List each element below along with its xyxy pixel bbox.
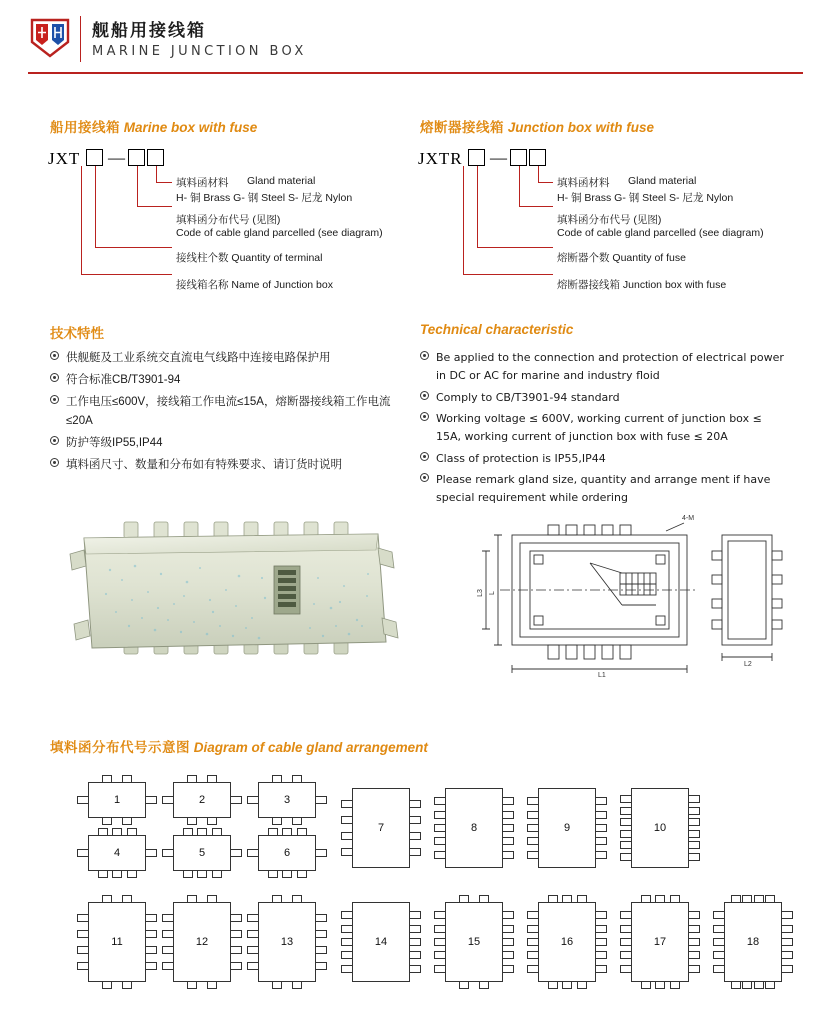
leader-v-2 <box>137 166 138 206</box>
svg-text:L2: L2 <box>744 661 752 668</box>
header-divider <box>80 16 81 62</box>
gland-number-label: 16 <box>560 936 574 948</box>
leader-h-3-r <box>477 247 553 248</box>
section-title-tech-cn: 技术特性 <box>50 326 104 341</box>
tech-en-item-3-text: Working voltage ≤ 600V, working current of junction box ≤ 15A, working current of junction box with fuse ≤ 20A <box>436 412 762 443</box>
gland-cell-1 <box>76 774 158 826</box>
tech-en-item-4-text: Class of protection is IP55,IP44 <box>436 451 606 465</box>
gland-number-label: 13 <box>280 936 294 948</box>
gland-cell-9 <box>526 780 608 876</box>
gland-number-label: 12 <box>195 936 209 948</box>
gland-number-label: 1 <box>113 794 121 806</box>
section-title-diagram-en: Diagram of cable gland arrangement <box>193 740 428 755</box>
gland-number-label: 5 <box>198 847 206 859</box>
gland-cell-11 <box>76 894 158 990</box>
tech-en-item-4 <box>420 449 790 467</box>
gland-number-label: 9 <box>563 822 571 834</box>
gland-number-label: 11 <box>111 936 123 948</box>
gland-cell-13 <box>246 894 328 990</box>
gland-cell-6 <box>246 827 328 879</box>
tech-en-item-1 <box>420 348 790 384</box>
gland-number-label: 14 <box>374 936 388 948</box>
gland-number-label: 15 <box>467 936 481 948</box>
gland-cell-14 <box>340 894 422 990</box>
code-line-2: H- 铜 Brass G- 钢 Steel S- 尼龙 Nylon <box>176 192 353 204</box>
bullet-icon <box>420 351 429 360</box>
code-line-5-r: 熔断器个数 Quantity of fuse <box>557 252 686 264</box>
code-line-6-r: 熔断器接线箱 Junction box with fuse <box>557 279 727 291</box>
code-square-2-r <box>510 149 527 166</box>
gland-number-label: 6 <box>283 847 291 859</box>
code-line-1-en: Gland material <box>247 175 316 187</box>
product-photo <box>62 508 412 680</box>
gland-number-label: 4 <box>113 847 121 859</box>
code-line-1-r-en: Gland material <box>628 175 697 187</box>
tech-en-item-5 <box>420 470 790 506</box>
bullet-icon <box>50 436 59 445</box>
gland-arrangement-diagram <box>40 770 800 1005</box>
gland-cell-18 <box>712 894 794 990</box>
gland-cell-5 <box>161 827 243 879</box>
tech-list-en <box>420 348 790 510</box>
code-square-2 <box>128 149 145 166</box>
section-title-fuse-box-cn: 熔断器接线箱 <box>420 120 504 135</box>
technical-drawing <box>470 505 805 680</box>
svg-text:L3: L3 <box>477 589 484 597</box>
tech-cn-item-5-text: 填料函尺寸、数量和分布如有特殊要求、请订货时说明 <box>66 458 342 471</box>
section-title-diagram <box>50 736 428 756</box>
gland-number-label: 8 <box>470 822 478 834</box>
code-square-3-r <box>529 149 546 166</box>
bullet-icon <box>50 373 59 382</box>
leader-h-2 <box>137 206 172 207</box>
bullet-icon <box>50 395 59 404</box>
leader-v-1-r <box>538 166 539 182</box>
gland-cell-17 <box>619 894 701 990</box>
tech-cn-item-4 <box>50 433 395 452</box>
code-dash-r: — <box>490 148 507 167</box>
leader-v-3-r <box>477 166 478 247</box>
header-title-en: MARINE JUNCTION BOX <box>92 44 307 59</box>
gland-cell-2 <box>161 774 243 826</box>
svg-text:L: L <box>489 591 496 595</box>
leader-v-3 <box>95 166 96 247</box>
bullet-icon <box>50 458 59 467</box>
code-line-1-r: 填料函材料 <box>557 177 610 189</box>
code-square-1 <box>86 149 103 166</box>
code-line-4: Code of cable gland parcelled (see diagram) <box>176 227 383 239</box>
tech-cn-item-4-text: 防护等级IP55,IP44 <box>66 436 163 449</box>
code-line-5: 接线柱个数 Quantity of terminal <box>176 252 323 264</box>
section-title-marine-box <box>50 116 257 136</box>
leader-h-4 <box>81 274 172 275</box>
code-line-6: 接线箱名称 Name of Junction box <box>176 279 333 291</box>
tech-cn-item-3-text: 工作电压≤600V，接线箱工作电流≤15A，熔断器接线箱工作电流≤20A <box>66 396 391 427</box>
tech-cn-item-5 <box>50 455 395 474</box>
gland-number-label: 10 <box>653 822 667 834</box>
tech-en-item-3 <box>420 409 790 445</box>
code-line-4-r: Code of cable gland parcelled (see diagram) <box>557 227 764 239</box>
leader-h-1-r <box>538 182 553 183</box>
gland-cell-16 <box>526 894 608 990</box>
section-title-fuse-box-en: Junction box with fuse <box>507 120 655 135</box>
tech-en-item-5-text: Please remark gland size, quantity and arrange ment if have special requirement while ordering <box>436 473 771 504</box>
tech-cn-item-1-text: 供舰艇及工业系统交直流电气线路中连接电路保护用 <box>66 352 331 364</box>
svg-text:L1: L1 <box>598 672 606 679</box>
section-title-diagram-cn: 填料函分布代号示意图 <box>50 740 190 755</box>
header-title-cn: 舰船用接线箱 <box>92 21 206 40</box>
gland-number-label: 3 <box>283 794 291 806</box>
tech-en-item-1-text: Be applied to the connection and protection of electrical power in DC or AC for marine and industry floid <box>436 351 784 382</box>
bullet-icon <box>420 412 429 421</box>
leader-h-3 <box>95 247 172 248</box>
tech-cn-item-1 <box>50 348 395 367</box>
leader-h-2-r <box>519 206 553 207</box>
gland-number-label: 17 <box>653 936 667 948</box>
tech-cn-item-2-text: 符合标准CB/T3901-94 <box>66 374 181 386</box>
page-header <box>0 0 830 78</box>
code-explanation-fuse <box>410 140 800 295</box>
leader-v-2-r <box>519 166 520 206</box>
code-square-3 <box>147 149 164 166</box>
code-explanation-marine <box>40 140 420 295</box>
svg-text:4-M: 4-M <box>682 515 695 522</box>
code-square-1-r <box>468 149 485 166</box>
header-rule <box>28 72 803 74</box>
gland-cell-10 <box>619 780 701 876</box>
leader-v-4 <box>81 166 82 274</box>
gland-cell-15 <box>433 894 515 990</box>
gland-number-label: 2 <box>198 794 206 806</box>
company-logo-icon <box>28 16 72 60</box>
code-line-3: 填料函分布代号 (见图) <box>176 214 281 226</box>
code-prefix-jxtr: JXTR <box>418 149 463 168</box>
tech-en-item-2-text: Comply to CB/T3901-94 standard <box>436 390 620 404</box>
gland-cell-8 <box>433 780 515 876</box>
section-title-tech-en: Technical characteristic <box>420 322 574 337</box>
code-dash: — <box>108 148 125 167</box>
tech-list-cn <box>50 348 395 477</box>
bullet-icon <box>420 473 429 482</box>
gland-cell-7 <box>340 780 422 876</box>
bullet-icon <box>50 351 59 360</box>
code-line-1: 填料函材料 <box>176 177 229 189</box>
tech-cn-item-3 <box>50 392 395 429</box>
leader-v-4-r <box>463 166 464 274</box>
code-line-2-r: H- 铜 Brass G- 钢 Steel S- 尼龙 Nylon <box>557 192 734 204</box>
section-title-marine-box-en: Marine box with fuse <box>123 120 258 135</box>
bullet-icon <box>420 391 429 400</box>
gland-cell-3 <box>246 774 328 826</box>
leader-v-1 <box>156 166 157 182</box>
section-title-fuse-box <box>420 116 654 136</box>
leader-h-4-r <box>463 274 553 275</box>
gland-number-label: 18 <box>746 936 760 948</box>
code-line-3-r: 填料函分布代号 (见图) <box>557 214 662 226</box>
leader-h-1 <box>156 182 172 183</box>
bullet-icon <box>420 452 429 461</box>
section-title-marine-box-cn: 船用接线箱 <box>50 120 120 135</box>
tech-en-item-2 <box>420 388 790 406</box>
gland-cell-4 <box>76 827 158 879</box>
code-prefix-jxt: JXT <box>48 149 81 168</box>
gland-cell-12 <box>161 894 243 990</box>
tech-cn-item-2 <box>50 370 395 389</box>
gland-number-label: 7 <box>377 822 385 834</box>
